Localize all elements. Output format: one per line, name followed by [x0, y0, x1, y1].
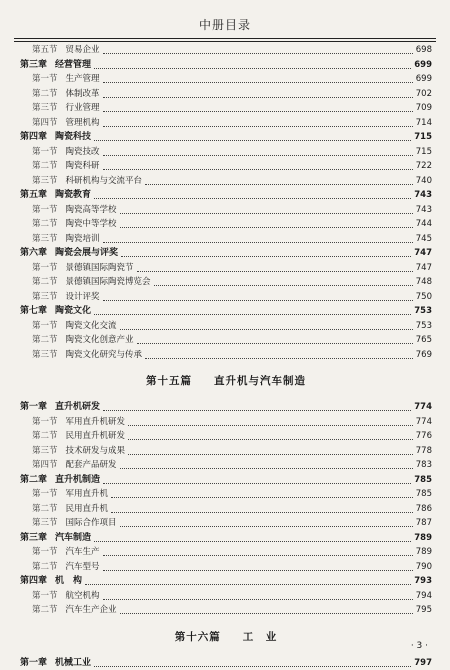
entry-title: 直升机制造 — [47, 473, 100, 488]
entry-page-number: 776 — [416, 429, 432, 444]
dot-leader — [111, 511, 413, 513]
entry-page-number: 790 — [416, 560, 432, 575]
dot-leader — [103, 598, 413, 600]
entry-label: 第一节 — [20, 203, 58, 218]
entry-title: 设计评奖 — [58, 290, 100, 305]
toc-chapter-entry[interactable] — [20, 304, 432, 319]
entry-title: 技术研发与成果 — [58, 444, 126, 459]
toc-section-entry[interactable] — [20, 101, 432, 116]
entry-title: 陶瓷文化研究与传承 — [58, 348, 143, 363]
entry-label: 第四节 — [20, 116, 58, 131]
entry-page-number: 709 — [416, 101, 432, 116]
entry-page-number: 715 — [416, 145, 432, 160]
entry-title: 机 构 — [47, 574, 82, 589]
dot-leader — [94, 67, 411, 69]
toc-section-entry[interactable] — [20, 545, 432, 560]
entry-title: 汽车制造 — [47, 531, 91, 546]
entry-title: 航空机构 — [58, 589, 100, 604]
entry-title: 景德镇国际陶瓷博览会 — [58, 275, 151, 290]
dot-leader — [103, 168, 413, 170]
table-of-contents — [20, 43, 432, 670]
toc-section-entry[interactable] — [20, 72, 432, 87]
entry-page-number: 786 — [416, 502, 432, 517]
dot-leader — [103, 81, 413, 83]
dot-leader — [103, 241, 413, 243]
entry-title: 行业管理 — [58, 101, 100, 116]
toc-section-entry[interactable] — [20, 217, 432, 232]
entry-label: 第六章 — [20, 246, 47, 261]
dot-leader — [120, 226, 413, 228]
entry-page-number: 797 — [414, 656, 432, 670]
dot-leader — [137, 342, 413, 344]
dot-leader — [103, 569, 413, 571]
entry-title: 军用直升机研发 — [58, 415, 126, 430]
toc-section-entry[interactable] — [20, 487, 432, 502]
entry-page-number: 750 — [416, 290, 432, 305]
toc-section-entry[interactable] — [20, 429, 432, 444]
toc-section-entry[interactable] — [20, 319, 432, 334]
dot-leader — [94, 313, 411, 315]
toc-section-entry[interactable] — [20, 290, 432, 305]
entry-label: 第三节 — [20, 232, 58, 247]
entry-label: 第三节 — [20, 516, 58, 531]
entry-page-number: 795 — [416, 603, 432, 618]
dot-leader — [154, 284, 413, 286]
part-title: 工 业 — [243, 631, 278, 643]
entry-page-number: 699 — [414, 58, 432, 73]
entry-page-number: 765 — [416, 333, 432, 348]
toc-section-entry[interactable] — [20, 502, 432, 517]
entry-title: 生产管理 — [58, 72, 100, 87]
toc-section-entry[interactable] — [20, 444, 432, 459]
toc-section-entry[interactable] — [20, 145, 432, 160]
running-header: 中册目录 — [14, 16, 436, 38]
header-rule — [14, 38, 436, 42]
dot-leader — [94, 540, 411, 542]
entry-title: 陶瓷文化创意产业 — [58, 333, 134, 348]
toc-section-entry[interactable] — [20, 560, 432, 575]
dot-leader — [103, 299, 413, 301]
entry-page-number: 748 — [416, 275, 432, 290]
entry-page-number: 774 — [414, 400, 432, 415]
entry-label: 第二节 — [20, 502, 58, 517]
entry-page-number: 744 — [416, 217, 432, 232]
part-heading — [20, 362, 432, 400]
entry-label: 第二节 — [20, 429, 58, 444]
entry-page-number: 787 — [416, 516, 432, 531]
entry-label: 第二节 — [20, 159, 58, 174]
entry-label: 第七章 — [20, 304, 47, 319]
entry-title: 陶瓷高等学校 — [58, 203, 117, 218]
page-number: · 3 · — [411, 641, 428, 651]
entry-page-number: 783 — [416, 458, 432, 473]
entry-title: 贸易企业 — [58, 43, 100, 58]
entry-title: 民用直升机研发 — [58, 429, 126, 444]
toc-chapter-entry[interactable] — [20, 574, 432, 589]
dot-leader — [103, 409, 411, 411]
toc-section-entry[interactable] — [20, 589, 432, 604]
entry-title: 陶瓷文化 — [47, 304, 91, 319]
toc-chapter-entry[interactable] — [20, 58, 432, 73]
toc-chapter-entry[interactable] — [20, 400, 432, 415]
entry-title: 陶瓷科技 — [47, 130, 91, 145]
entry-page-number: 774 — [416, 415, 432, 430]
toc-section-entry[interactable] — [20, 261, 432, 276]
entry-page-number: 747 — [414, 246, 432, 261]
dot-leader — [85, 583, 411, 585]
dot-leader — [103, 96, 413, 98]
entry-page-number: 794 — [416, 589, 432, 604]
entry-page-number: 745 — [416, 232, 432, 247]
entry-label: 第一章 — [20, 400, 47, 415]
entry-label: 第一节 — [20, 319, 58, 334]
entry-title: 陶瓷文化交流 — [58, 319, 117, 334]
entry-label: 第二节 — [20, 87, 58, 102]
entry-page-number: 769 — [416, 348, 432, 363]
toc-section-entry[interactable] — [20, 203, 432, 218]
entry-page-number: 753 — [414, 304, 432, 319]
toc-section-entry[interactable] — [20, 275, 432, 290]
entry-title: 陶瓷教育 — [47, 188, 91, 203]
entry-label: 第二节 — [20, 217, 58, 232]
dot-leader — [103, 52, 413, 54]
toc-section-entry[interactable] — [20, 516, 432, 531]
entry-page-number: 740 — [416, 174, 432, 189]
entry-label: 第三节 — [20, 174, 58, 189]
entry-page-number: 778 — [416, 444, 432, 459]
entry-page-number: 714 — [416, 116, 432, 131]
entry-label: 第一章 — [20, 656, 47, 670]
toc-chapter-entry[interactable] — [20, 473, 432, 488]
dot-leader — [120, 525, 413, 527]
entry-label: 第一节 — [20, 545, 58, 560]
entry-page-number: 753 — [416, 319, 432, 334]
dot-leader — [128, 453, 413, 455]
toc-section-entry[interactable] — [20, 174, 432, 189]
entry-label: 第五章 — [20, 188, 47, 203]
entry-label: 第三章 — [20, 58, 47, 73]
entry-title: 汽车生产企业 — [58, 603, 117, 618]
entry-label: 第四节 — [20, 458, 58, 473]
toc-chapter-entry[interactable] — [20, 130, 432, 145]
dot-leader — [103, 554, 413, 556]
toc-chapter-entry[interactable] — [20, 656, 432, 670]
toc-chapter-entry[interactable] — [20, 531, 432, 546]
entry-label: 第二节 — [20, 275, 58, 290]
entry-title: 陶瓷技改 — [58, 145, 100, 160]
part-number: 第十六篇 — [175, 631, 221, 643]
dot-leader — [137, 270, 413, 272]
toc-section-entry[interactable] — [20, 232, 432, 247]
toc-chapter-entry[interactable] — [20, 188, 432, 203]
entry-page-number: 789 — [414, 531, 432, 546]
dot-leader — [120, 328, 413, 330]
entry-label: 第四章 — [20, 574, 47, 589]
entry-page-number: 698 — [416, 43, 432, 58]
entry-page-number: 789 — [416, 545, 432, 560]
entry-title: 机械工业 — [47, 656, 91, 670]
entry-page-number: 743 — [416, 203, 432, 218]
dot-leader — [120, 612, 413, 614]
toc-section-entry[interactable] — [20, 348, 432, 363]
dot-leader — [111, 496, 413, 498]
entry-label: 第一节 — [20, 145, 58, 160]
entry-page-number: 743 — [414, 188, 432, 203]
toc-section-entry[interactable] — [20, 458, 432, 473]
part-number: 第十五篇 — [146, 375, 192, 387]
part-title: 直升机与汽车制造 — [214, 375, 306, 387]
entry-page-number: 747 — [416, 261, 432, 276]
entry-label: 第一节 — [20, 487, 58, 502]
entry-label: 第四章 — [20, 130, 47, 145]
entry-page-number: 785 — [414, 473, 432, 488]
entry-label: 第三节 — [20, 290, 58, 305]
entry-title: 经营管理 — [47, 58, 91, 73]
toc-section-entry[interactable] — [20, 603, 432, 618]
dot-leader — [94, 665, 411, 667]
dot-leader — [145, 183, 413, 185]
entry-title: 管理机构 — [58, 116, 100, 131]
dot-leader — [121, 255, 411, 257]
entry-label: 第三节 — [20, 101, 58, 116]
entry-page-number: 785 — [416, 487, 432, 502]
toc-section-entry[interactable] — [20, 43, 432, 58]
dot-leader — [103, 482, 411, 484]
entry-label: 第一节 — [20, 72, 58, 87]
toc-section-entry[interactable] — [20, 87, 432, 102]
toc-section-entry[interactable] — [20, 333, 432, 348]
dot-leader — [120, 467, 413, 469]
dot-leader — [128, 424, 413, 426]
entry-label: 第二节 — [20, 603, 58, 618]
toc-chapter-entry[interactable] — [20, 246, 432, 261]
entry-label: 第一节 — [20, 589, 58, 604]
dot-leader — [145, 357, 413, 359]
entry-page-number: 699 — [416, 72, 432, 87]
dot-leader — [94, 197, 411, 199]
entry-title: 陶瓷培训 — [58, 232, 100, 247]
entry-title: 景德镇国际陶瓷节 — [58, 261, 134, 276]
dot-leader — [103, 154, 413, 156]
entry-label: 第三章 — [20, 531, 47, 546]
entry-label: 第二节 — [20, 333, 58, 348]
entry-label: 第二章 — [20, 473, 47, 488]
entry-label: 第一节 — [20, 261, 58, 276]
entry-title: 民用直升机 — [58, 502, 109, 517]
entry-page-number: 722 — [416, 159, 432, 174]
entry-label: 第三节 — [20, 444, 58, 459]
entry-title: 直升机研发 — [47, 400, 100, 415]
entry-label: 第二节 — [20, 560, 58, 575]
part-heading — [20, 618, 432, 656]
entry-label: 第五节 — [20, 43, 58, 58]
dot-leader — [128, 438, 413, 440]
entry-title: 陶瓷中等学校 — [58, 217, 117, 232]
entry-title: 军用直升机 — [58, 487, 109, 502]
entry-label: 第一节 — [20, 415, 58, 430]
entry-page-number: 702 — [416, 87, 432, 102]
entry-label: 第三节 — [20, 348, 58, 363]
dot-leader — [94, 139, 411, 141]
dot-leader — [103, 125, 413, 127]
entry-page-number: 715 — [414, 130, 432, 145]
entry-title: 陶瓷会展与评奖 — [47, 246, 118, 261]
entry-title: 配套产品研发 — [58, 458, 117, 473]
entry-title: 汽车生产 — [58, 545, 100, 560]
entry-title: 国际合作项目 — [58, 516, 117, 531]
entry-title: 陶瓷科研 — [58, 159, 100, 174]
toc-section-entry[interactable] — [20, 415, 432, 430]
dot-leader — [103, 110, 413, 112]
entry-title: 体制改革 — [58, 87, 100, 102]
entry-title: 科研机构与交流平台 — [58, 174, 143, 189]
toc-section-entry[interactable] — [20, 116, 432, 131]
toc-section-entry[interactable] — [20, 159, 432, 174]
dot-leader — [120, 212, 413, 214]
entry-page-number: 793 — [414, 574, 432, 589]
entry-title: 汽车型号 — [58, 560, 100, 575]
